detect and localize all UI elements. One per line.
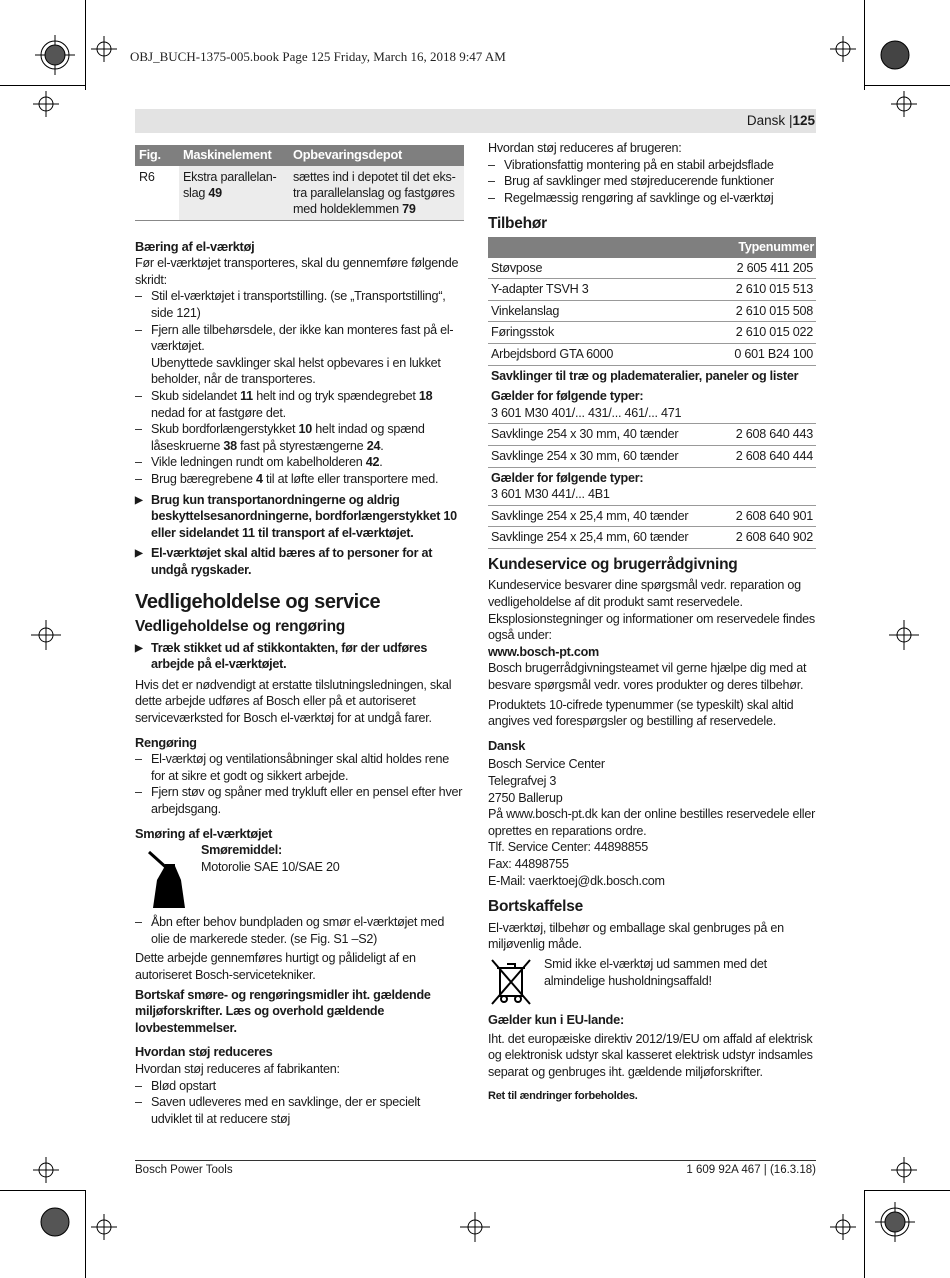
list-item: – Stil el-værktøjet i transportstilling. (se „Transportstilling“, side 121) [135, 288, 464, 321]
storage-table [135, 145, 464, 221]
lube-block [135, 842, 464, 914]
eu-text: Iht. det europæiske direktiv 2012/19/EU om affald af elektrisk og elektronisk udstyr skal kasseret elektrisk udstyr indsamles separat og genbruges iht. gældende miljøforskrifter. [488, 1031, 813, 1079]
dispose-note: Bortskaf smøre- og rengøringsmidler iht. gældende miljøforskrifter. Læs og overhold gældende lovbestemmelser. [135, 987, 431, 1035]
list-item: – Regelmæssig rengøring af savklinge og el-værktøj [488, 190, 816, 207]
cs-address-line: 2750 Ballerup [488, 790, 563, 805]
lube-value: Motorolie SAE 10/SAE 20 [201, 859, 340, 874]
lube-label: Smøremiddel: [201, 843, 282, 858]
weee-text: Smid ikke el-værktøj ud sammen med det almindelige husholdningsaffald! [544, 956, 767, 988]
cs-p2: Bosch brugerrådgivningsteamet vil gerne hjælpe dig med at besvare spørgsmål vedr. vores produkter og deres tilbehør. [488, 661, 807, 693]
list-item: – Blød opstart [135, 1078, 464, 1095]
noise-maker: Hvordan støj reduceres af fabrikanten: [135, 1061, 340, 1076]
list-item: – Fjern alle tilbehørsdele, der ikke kan monteres fast på el-værktøjet. Ubenyttede savklinger skal helst opbevares i en lukket beholder, når de transporteres. [135, 322, 464, 388]
maintenance-body: Hvis det er nødvendigt at erstatte tilslutningsledningen, skal dette arbejde udføres af Bosch eller på et autoriseret serviceværksted for Bosch el-værktøj for at undgå farer. [135, 677, 452, 726]
list-item: – Saven udleveres med en savklinge, der er specielt udviklet til at reducere støj [135, 1094, 464, 1127]
page-number: 125 [792, 113, 815, 128]
header-language: Dansk [746, 113, 786, 128]
group2-types: Gælder for følgende typer: 3 601 M30 441/... 4B1 [488, 467, 816, 505]
cs-url[interactable]: www.bosch-pt.com [488, 644, 599, 659]
footer-rule [135, 1160, 816, 1161]
th-element: Maskinelement [179, 145, 289, 166]
running-header [747, 113, 815, 128]
left-column [135, 145, 464, 1127]
table-row: Arbejdsbord GTA 6000 0 601 B24 100 [488, 343, 816, 365]
subsection-title: Vedligeholdelse og rengøring [135, 618, 346, 636]
table-row: Savklinge 254 x 30 mm, 60 tænder 2 608 640 444 [488, 445, 816, 467]
table-row: Y-adapter TSVH 3 2 610 015 513 [488, 279, 816, 301]
lube-note: Dette arbejde gennemføres hurtigt og pålideligt af en autoriseret Bosch-servicetekniker. [135, 951, 416, 982]
table-row: Støvpose 2 605 411 205 [488, 258, 816, 279]
crossed-bin-icon [488, 956, 534, 1006]
table-row: Savklinge 254 x 25,4 mm, 40 tænder 2 608 640 901 [488, 505, 816, 527]
list-item: – Åbn efter behov bundpladen og smør el-værktøjet med olie de markerede steder. (se Fig. S1 –S2) [135, 914, 464, 947]
cs-country: Dansk [488, 737, 526, 753]
table-row: Savklinge 254 x 30 mm, 40 tænder 2 608 640 443 [488, 424, 816, 446]
cell-fig: R6 [135, 166, 179, 221]
cell-element: Ekstra parallelan- slag 49 [179, 166, 289, 221]
carrying-title: Bæring af el-værktøj [135, 238, 255, 254]
cs-email[interactable]: E-Mail: vaerktoej@dk.bosch.com [488, 873, 665, 888]
section-title-maintenance: Vedligeholdelse og service [135, 591, 381, 614]
warning-two-persons: ▶ El-værktøjet skal altid bæres af to personer for at undgå rygskader. [135, 545, 464, 578]
oil-can-icon [145, 844, 187, 910]
cs-fax: Fax: 44898755 [488, 856, 569, 871]
customer-service-title: Kundeservice og brugerrådgivning [488, 555, 738, 573]
header-band [135, 109, 816, 133]
accessories-table [488, 237, 816, 549]
cs-address-line: Telegrafvej 3 [488, 774, 557, 788]
cs-p3: Produktets 10-cifrede typenummer (se typeskilt) skal altid angives ved forespørgsler og bestilling af reservedele. [488, 697, 794, 729]
footer-code: 1 609 92A 467 | (16.3.18) [686, 1164, 816, 1176]
footer-brand: Bosch Power Tools [135, 1164, 233, 1176]
cs-phone: Tlf. Service Center: 44898855 [488, 840, 649, 855]
table-row: Føringsstok 2 610 015 022 [488, 322, 816, 344]
table-row [135, 166, 464, 221]
reserve-note: Ret til ændringer forbeholdes. [488, 1090, 638, 1103]
blades-title: Savklinger til træ og plademateralier, paneler og lister [491, 368, 799, 383]
right-column [488, 140, 816, 1105]
cleaning-title: Rengøring [135, 734, 197, 750]
group1-types: Gælder for følgende typer: 3 601 M30 401/... 431/... 461/... 471 [488, 386, 816, 424]
print-slug: OBJ_BUCH-1375-005.book Page 125 Friday, March 16, 2018 9:47 AM [130, 49, 506, 64]
th-fig: Fig. [135, 145, 179, 166]
lube-title: Smøring af el-værktøjet [135, 825, 273, 841]
list-item: – Skub sidelandet 11 helt ind og tryk spændegrebet 18 nedad for at fastgøre det. [135, 388, 464, 421]
warning-unplug: ▶ Træk stikket ud af stikkontakten, før der udføres arbejde på el-værktøjet. [135, 640, 464, 673]
cell-depot: sættes ind i depotet til det eks- tra parallelanslag og fastgøres med holdeklemmen 79 [289, 166, 464, 221]
table-row: Savklinge 254 x 25,4 mm, 60 tænder 2 608 640 902 [488, 527, 816, 549]
header-separator: | [788, 113, 793, 128]
weee-block [488, 956, 816, 1008]
disposal-p1: El-værktøj, tilbehør og emballage skal genbruges på en miljøvenlig måde. [488, 920, 784, 952]
noise-user: Hvordan støj reduceres af brugeren: [488, 141, 682, 155]
list-item: – Brug af savklinger med støjreducerende funktioner [488, 173, 816, 190]
list-item: – El-værktøj og ventilationsåbninger skal altid holdes rene for at sikre et godt og sikkert arbejde. [135, 751, 464, 784]
eu-title: Gælder kun i EU-lande: [488, 1011, 624, 1027]
table-row: Vinkelanslag 2 610 015 508 [488, 300, 816, 322]
th-depot: Opbevaringsdepot [289, 145, 464, 166]
cs-p1: Kundeservice besvarer dine spørgsmål vedr. reparation og vedligeholdelse af dit produkt samt reservedele. Eksplosionstegninger og informationer om reservedele findes også under: [488, 578, 815, 643]
carrying-intro: Før el-værktøjet transporteres, skal du gennemføre følgende skridt: [135, 256, 459, 287]
warning-transport: ▶ Brug kun transportanordningerne og aldrig beskyttelsesanordningerne, bordforlængerstykket 10 eller sidelandet 11 til transport af el-værktøjet. [135, 492, 464, 542]
th-typenummer: Typenummer [488, 237, 816, 258]
list-item: – Brug bæregrebene 4 til at løfte eller transportere med. [135, 471, 464, 488]
cs-online: På www.bosch-pt.dk kan der online bestilles reservedele eller oprettes en reparations ordre. [488, 807, 816, 838]
disposal-title: Bortskaffelse [488, 898, 583, 916]
list-item: – Vikle ledningen rundt om kabelholderen 42. [135, 454, 464, 471]
noise-title: Hvordan støj reduceres [135, 1044, 273, 1060]
cs-address-line: Bosch Service Center [488, 757, 605, 772]
list-item: – Fjern støv og spåner med trykluft eller en pensel efter hver arbejdsgang. [135, 784, 464, 817]
list-item: – Vibrationsfattig montering på en stabil arbejdsflade [488, 157, 816, 174]
accessories-title: Tilbehør [488, 215, 547, 233]
list-item: – Skub bordforlængerstykket 10 helt indad og spænd låseskruerne 38 fast på styrestængerne 24. [135, 421, 464, 454]
